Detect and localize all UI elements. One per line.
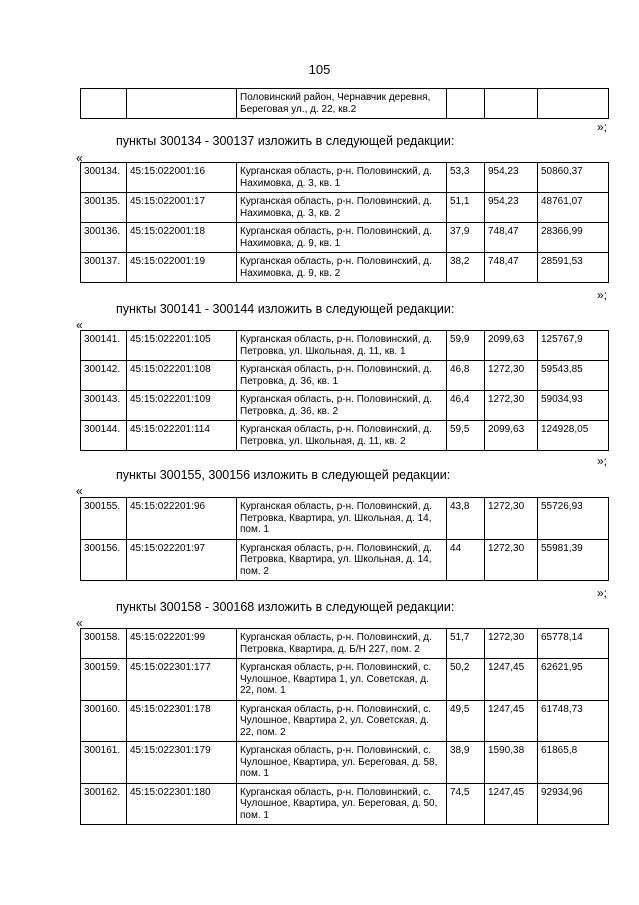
table-row	[81, 223, 609, 253]
cell-address: Курганская область, р-н. Половинский, д. Нахимовка, д. 3, кв. 2	[237, 193, 447, 223]
opening-quote: «	[76, 318, 83, 332]
cell-cadastral: 45:15:022301:178	[127, 700, 237, 742]
cell-rate	[485, 89, 538, 119]
cell-rate: 2099,63	[485, 331, 538, 361]
cell-number: 300143.	[81, 391, 127, 421]
cell-cadastral: 45:15:022001:18	[127, 223, 237, 253]
cell-area: 46,4	[447, 391, 485, 421]
table-row	[81, 89, 609, 119]
cell-rate: 1272,30	[485, 498, 538, 540]
cell-value: 28366,99	[538, 223, 609, 253]
closing-quote: »;	[596, 454, 607, 468]
cell-rate: 1272,30	[485, 361, 538, 391]
cell-address: Половинский район, Чернавчик деревня, Береговая ул., д. 22, кв.2	[237, 89, 447, 119]
cell-area: 74,5	[447, 783, 485, 825]
cell-rate: 748,47	[485, 223, 538, 253]
table-row	[81, 498, 609, 540]
cell-value: 62621,95	[538, 659, 609, 701]
table-row	[81, 193, 609, 223]
table-row	[81, 253, 609, 283]
cell-value: 125767,9	[538, 331, 609, 361]
cell-address: Курганская область, р-н. Половинский, с. Чулошное, Квартира, ул. Береговая, д. 58, пом. 1	[237, 742, 447, 784]
cell-address: Курганская область, р-н. Половинский, с. Чулошное, Квартира 2, ул. Советская, д. 22, пом. 2	[237, 700, 447, 742]
closing-quote: »;	[596, 288, 607, 302]
section-heading: пункты 300134 - 300137 изложить в следующей редакции:	[116, 134, 455, 148]
cell-value: 61748,73	[538, 700, 609, 742]
cell-cadastral: 45:15:022201:96	[127, 498, 237, 540]
cell-value: 55981,39	[538, 539, 609, 581]
cell-area: 43,8	[447, 498, 485, 540]
cell-cadastral: 45:15:022301:179	[127, 742, 237, 784]
cell-address: Курганская область, р-н. Половинский, д. Петровка, Квартира, ул. Школьная, д. 14, пом. 2	[237, 539, 447, 581]
table-row	[81, 659, 609, 701]
cell-address: Курганская область, р-н. Половинский, д. Петровка, ул. Школьная, д. 11, кв. 2	[237, 421, 447, 451]
cell-value	[538, 89, 609, 119]
cell-address: Курганская область, р-н. Половинский, д. Нахимовка, д. 9, кв. 2	[237, 253, 447, 283]
opening-quote: «	[76, 616, 83, 630]
cell-rate: 954,23	[485, 193, 538, 223]
cell-address: Курганская область, р-н. Половинский, д. Нахимовка, д. 3, кв. 1	[237, 163, 447, 193]
cell-area: 51,7	[447, 629, 485, 659]
table-row	[81, 163, 609, 193]
cell-value: 50860,37	[538, 163, 609, 193]
cell-value: 55726,93	[538, 498, 609, 540]
closing-quote: »;	[596, 120, 607, 134]
cell-cadastral: 45:15:022201:99	[127, 629, 237, 659]
cell-cadastral: 45:15:022301:180	[127, 783, 237, 825]
cell-area: 37,9	[447, 223, 485, 253]
cell-area: 46,8	[447, 361, 485, 391]
cell-area	[447, 89, 485, 119]
page-number: 105	[308, 62, 331, 77]
cell-value: 65778,14	[538, 629, 609, 659]
table-row	[81, 361, 609, 391]
cell-value: 59034,93	[538, 391, 609, 421]
cell-number: 300134.	[81, 163, 127, 193]
cell-address: Курганская область, р-н. Половинский, д. Петровка, д. 36, кв. 2	[237, 391, 447, 421]
cell-number: 300158.	[81, 629, 127, 659]
cell-cadastral: 45:15:022301:177	[127, 659, 237, 701]
cell-address: Курганская область, р-н. Половинский, д. Петровка, Квартира, ул. Школьная, д. 14, пом. 1	[237, 498, 447, 540]
cell-value: 28591,53	[538, 253, 609, 283]
cell-cadastral: 45:15:022001:17	[127, 193, 237, 223]
cell-rate: 1272,30	[485, 539, 538, 581]
cell-cadastral	[127, 89, 237, 119]
cell-value: 48761,07	[538, 193, 609, 223]
cell-address: Курганская область, р-н. Половинский, с. Чулошное, Квартира 1, ул. Советская, д. 22, пом. 1	[237, 659, 447, 701]
cell-area: 49,5	[447, 700, 485, 742]
cell-cadastral: 45:15:022201:108	[127, 361, 237, 391]
cell-number: 300155.	[81, 498, 127, 540]
cell-number	[81, 89, 127, 119]
cell-rate: 954,23	[485, 163, 538, 193]
registry-table	[80, 628, 609, 825]
table-row	[81, 421, 609, 451]
cell-rate: 1247,45	[485, 783, 538, 825]
table-row	[81, 783, 609, 825]
cell-cadastral: 45:15:022201:114	[127, 421, 237, 451]
table-row	[81, 331, 609, 361]
cell-number: 300156.	[81, 539, 127, 581]
cell-area: 38,9	[447, 742, 485, 784]
cell-address: Курганская область, р-н. Половинский, д. Нахимовка, д. 9, кв. 1	[237, 223, 447, 253]
cell-area: 53,3	[447, 163, 485, 193]
cell-area: 59,9	[447, 331, 485, 361]
cell-value: 59543,85	[538, 361, 609, 391]
cell-area: 50,2	[447, 659, 485, 701]
cell-value: 124928,05	[538, 421, 609, 451]
top-continuation-table	[80, 88, 609, 119]
cell-address: Курганская область, р-н. Половинский, д. Петровка, д. 36, кв. 1	[237, 361, 447, 391]
table-row	[81, 539, 609, 581]
section-heading: пункты 300158 - 300168 изложить в следующей редакции:	[116, 600, 455, 614]
cell-number: 300141.	[81, 331, 127, 361]
cell-rate: 748,47	[485, 253, 538, 283]
section-heading: пункты 300155, 300156 изложить в следующей редакции:	[116, 468, 451, 482]
cell-cadastral: 45:15:022201:97	[127, 539, 237, 581]
opening-quote: «	[76, 151, 83, 165]
cell-cadastral: 45:15:022201:109	[127, 391, 237, 421]
cell-number: 300161.	[81, 742, 127, 784]
cell-rate: 1590,38	[485, 742, 538, 784]
cell-address: Курганская область, р-н. Половинский, д. Петровка, ул. Школьная, д. 11, кв. 1	[237, 331, 447, 361]
cell-rate: 1272,30	[485, 391, 538, 421]
cell-number: 300142.	[81, 361, 127, 391]
cell-rate: 2099,63	[485, 421, 538, 451]
cell-area: 51,1	[447, 193, 485, 223]
cell-cadastral: 45:15:022001:16	[127, 163, 237, 193]
cell-number: 300160.	[81, 700, 127, 742]
cell-number: 300162.	[81, 783, 127, 825]
table-row	[81, 742, 609, 784]
cell-rate: 1247,45	[485, 700, 538, 742]
cell-number: 300135.	[81, 193, 127, 223]
cell-value: 61865,8	[538, 742, 609, 784]
cell-number: 300144.	[81, 421, 127, 451]
cell-number: 300136.	[81, 223, 127, 253]
cell-address: Курганская область, р-н. Половинский, с. Чулошное, Квартира, ул. Береговая, д. 50, пом. 1	[237, 783, 447, 825]
cell-number: 300159.	[81, 659, 127, 701]
closing-quote: »;	[596, 586, 607, 600]
cell-value: 92934,96	[538, 783, 609, 825]
registry-table	[80, 162, 609, 283]
section-heading: пункты 300141 - 300144 изложить в следующей редакции:	[116, 302, 455, 316]
cell-number: 300137.	[81, 253, 127, 283]
cell-cadastral: 45:15:022001:19	[127, 253, 237, 283]
registry-table	[80, 330, 609, 451]
registry-table	[80, 497, 609, 581]
cell-cadastral: 45:15:022201:105	[127, 331, 237, 361]
table-row	[81, 629, 609, 659]
cell-area: 38,2	[447, 253, 485, 283]
opening-quote: «	[76, 484, 83, 498]
table-row	[81, 700, 609, 742]
cell-rate: 1272,30	[485, 629, 538, 659]
cell-address: Курганская область, р-н. Половинский, д. Петровка, Квартира, д. Б/Н 227, пом. 2	[237, 629, 447, 659]
cell-area: 59,5	[447, 421, 485, 451]
cell-rate: 1247,45	[485, 659, 538, 701]
table-row	[81, 391, 609, 421]
cell-area: 44	[447, 539, 485, 581]
